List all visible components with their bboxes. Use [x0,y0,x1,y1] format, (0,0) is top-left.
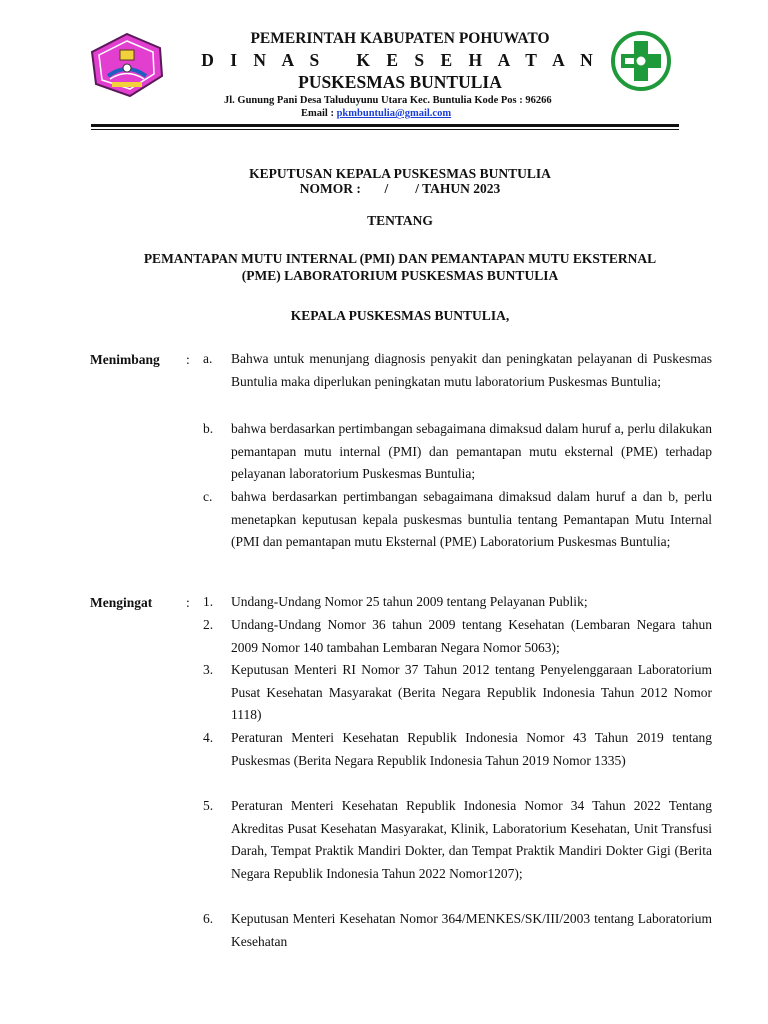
email-label: Email : [301,108,334,119]
mengingat-item-2 [203,614,712,659]
mengingat-item-4 [203,727,712,772]
mengingat-item-3 [203,659,712,727]
letterhead-unit: PUSKESMAS BUNTULIA [298,72,502,92]
issuer-heading: KEPALA PUSKESMAS BUNTULIA, [290,308,510,323]
letterhead-email-line [301,108,451,119]
menimbang-item-c [203,486,712,554]
letterhead-government: PEMERINTAH KABUPATEN POHUWATO [250,30,550,47]
list-marker: 5. [203,798,214,813]
list-marker: 1. [203,594,214,609]
mengingat-colon: : [186,595,190,610]
list-marker: 2. [203,617,214,632]
list-item-text: bahwa berdasarkan pertimbangan sebagaimana dimaksud dalam huruf a dan b, perlu menetapkan keputusan kepala puskesmas buntulia tentang Pemantapan Mutu Internal (PMI dan pemantapan mutu Eksternal (PME) Laboratorium Puskesmas Buntulia; [231,489,712,549]
mengingat-item-1 [203,591,712,614]
list-marker: 6. [203,911,214,926]
letterhead-divider-thin [91,129,679,130]
about-heading: TENTANG [367,213,433,228]
menimbang-colon: : [186,352,190,367]
mengingat-item-5 [203,795,712,885]
mengingat-item-6 [203,908,712,953]
menimbang-item-b [203,418,712,486]
list-item-text: Keputusan Menteri Kesehatan Nomor 364/MENKES/SK/III/2003 tentang Laboratorium Kesehatan [231,911,712,949]
letterhead-agency: D I N A S K E S E H A T A N [201,50,599,70]
list-item-text: Undang-Undang Nomor 25 tahun 2009 tentang Pelayanan Publik; [231,594,588,609]
list-marker: b. [203,421,214,436]
menimbang-label: Menimbang [90,352,160,367]
subject-line-1: PEMANTAPAN MUTU INTERNAL (PMI) DAN PEMANTAPAN MUTU EKSTERNAL [143,251,657,266]
puskesmas-cross-icon [610,30,672,92]
list-item-text: bahwa berdasarkan pertimbangan sebagaimana dimaksud dalam huruf a, perlu dilakukan pemantapan mutu internal (PMI) dan pemantapan mutu eksternal (PME) terhadap pelayanan laboratorium Puskesmas Buntulia; [231,421,712,481]
menimbang-item-a [203,348,712,393]
list-marker: 4. [203,730,214,745]
list-item-text: Peraturan Menteri Kesehatan Republik Indonesia Nomor 43 Tahun 2019 tentang Puskesmas (Berita Negara Republik Indonesia Tahun 2019 Nomor 1335) [231,730,712,768]
list-item-text: Keputusan Menteri RI Nomor 37 Tahun 2012 tentang Penyelenggaraan Laboratorium Pusat Kesehatan Masyarakat (Berita Negara Republik Indonesia Tahun 2012 Nomor 1118) [231,662,712,722]
subject-line-2: (PME) LABORATORIUM PUSKESMAS BUNTULIA [241,268,559,283]
list-marker: 3. [203,662,214,677]
letterhead-divider-thick [91,124,679,127]
regency-emblem-icon [90,32,164,98]
list-marker: c. [203,489,213,504]
decision-title: KEPUTUSAN KEPALA PUSKESMAS BUNTULIA [249,166,551,181]
mengingat-label: Mengingat [90,595,153,610]
list-item-text: Bahwa untuk menunjang diagnosis penyakit dan peningkatan pelayanan di Puskesmas Buntulia maka diperlukan peningkatan mutu laboratorium Puskesmas Buntulia; [231,351,712,389]
list-marker: a. [203,351,213,366]
list-item-text: Undang-Undang Nomor 36 tahun 2009 tentang Kesehatan (Lembaran Negara tahun 2009 Nomor 140 tambahan Lembaran Negara Nomor 5063); [231,617,712,655]
letterhead-address: Jl. Gunung Pani Desa Taluduyunu Utara Kec. Buntulia Kode Pos : 96266 [224,95,552,106]
decision-number: NOMOR : / / TAHUN 2023 [299,181,501,196]
email-link[interactable]: pkmbuntulia@gmail.com [336,108,452,119]
list-item-text: Peraturan Menteri Kesehatan Republik Indonesia Nomor 34 Tahun 2022 Tentang Akreditas Pusat Kesehatan Masyarakat, Klinik, Laboratorium Kesehatan, Unit Transfusi Darah, Tempat Praktik Mandiri Dokter, dan Tempat Praktik Mandiri Dokter Gigi (Berita Negara Republik Indonesia Tahun 2022 Nomor1207); [231,798,712,881]
